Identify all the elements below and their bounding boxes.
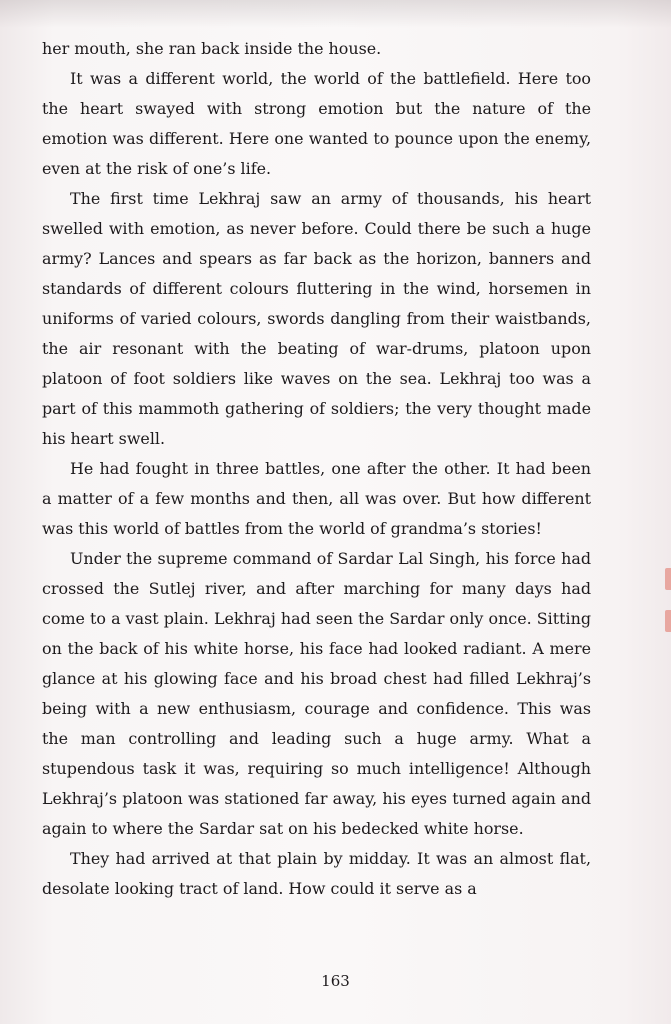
body-text <box>42 34 591 904</box>
page-top-shadow <box>0 0 671 28</box>
paragraph-plain: They had arrived at that plain by midday. It was an almost flat, desolate looking tract of land. How could it serve as a <box>42 849 591 898</box>
paragraph-battlefield: It was a different world, the world of the battlefield. Here too the heart swayed with strong emotion but the nature of the emotion was different. Here one wanted to pounce upon the enemy, even at the risk of one’s life. <box>42 69 591 178</box>
paragraph-sardar: Under the supreme command of Sardar Lal Singh, his force had crossed the Sutlej river, and after marching for many days had come to a vast plain. Lekhraj had seen the Sardar only once. Sitting on the back of his white horse, his face had looked radiant. A mere glance at his glowing face and his broad chest had filled Lekhraj’s being with a new enthusiasm, courage and confidence. This was the man controlling and leading such a huge army. What a stupendous task it was, requiring so much intelligence! Although Lekhraj’s platoon was stationed far away, his eyes turned again and again to where the Sardar sat on his bedecked white horse. <box>42 549 591 838</box>
paragraph-army: The first time Lekhraj saw an army of thousands, his heart swelled with emotion, as never before. Could there be such a huge army? Lances and spears as far back as the horizon, banners and standards of different colours fluttering in the wind, horsemen in uniforms of varied colours, swords dangling from their waistbands, the air resonant with the beating of war-drums, platoon upon platoon of foot soldiers like waves on the sea. Lekhraj too was a part of this mammoth gathering of soldiers; the very thought made his heart swell. <box>42 189 591 448</box>
paragraph-continuation: her mouth, she ran back inside the house. <box>42 39 382 58</box>
page-edge-tab <box>665 610 671 632</box>
paragraph-battles: He had fought in three battles, one after the other. It had been a matter of a few months and then, all was over. But how different was this world of battles from the world of grandma’s stories! <box>42 459 591 538</box>
page-number: 163 <box>321 972 350 990</box>
page-edge-tab <box>665 568 671 590</box>
